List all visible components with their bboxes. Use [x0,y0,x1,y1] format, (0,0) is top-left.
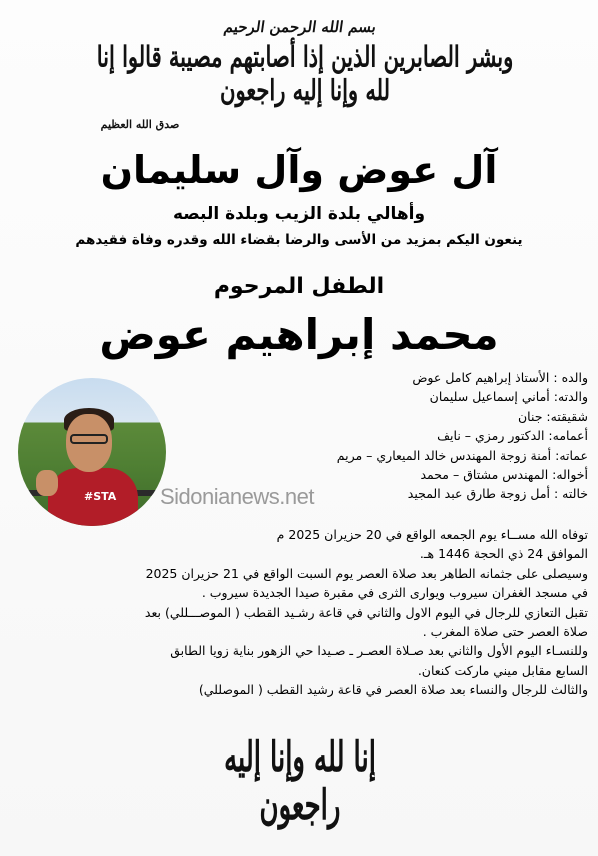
detail-line: الموافق 24 ذي الحجة 1446 هـ. [419,546,588,562]
relative-line-aunts: عماته: أمنة زوجة المهندس خالد الميعاري – مريم [336,447,588,463]
quran-verse-calligraphy: وبشر الصابرين الذين إذا أصابتهم مصيبة قالوا إنا لله وإنا إليه راجعون [96,39,514,107]
detail-line: السابع مقابل ميني ماركت كنعان. [417,662,588,678]
deceased-photo [18,378,166,526]
family-title: آل عوض وآل سليمان [100,148,498,192]
photo-glasses [70,434,108,444]
relative-line-maternal-aunt: خالته : أمل زوجة طارق عبد المجيد [407,486,588,502]
relative-line-mother: والدته: أماني إسماعيل سليمان [429,389,588,405]
basmala-calligraphy: بسم الله الرحمن الرحيم [222,18,378,36]
closing-calligraphy: إنا لله وإنا إليه راجعون [224,734,376,830]
detail-line: في مسجد الغفران سيروب ويوارى الثرى في مقبرة صيدا الجديدة سيروب . [201,585,588,601]
deceased-name: محمد إبراهيم عوض [99,310,499,359]
announcement-line: ينعون اليكم بمزيد من الأسى والرضا بقضاء الله وقدره وفاة فقيدهم [75,232,523,248]
detail-line: وللنسـاء اليوم الأول والثاني بعد صـلاة العصـر ـ صـيدا حي الزهور بناية زويا الطابق [170,643,588,659]
site-watermark: Sidonianews.net [160,484,314,509]
detail-line: توفاه الله مســاء يوم الجمعه الواقع في 20 حزيران 2025 م [276,527,588,542]
funeral-details [30,525,588,700]
detail-line: تقبل التعازي للرجال في اليوم الاول والثاني في قاعة رشـيد القطب ( الموصـــللي) بعد [144,604,588,620]
sadaqa-calligraphy: صدق الله العظيم [100,118,180,131]
detail-line: والثالث للرجال والنساء بعد صلاة العصر في قاعة رشيد القطب ( الموصللي) [198,682,588,698]
photo-hand-gesture [36,470,58,496]
relative-line-uncles: أعمامه: الدكتور رمزي – نايف [437,428,588,444]
relative-line-maternal-uncles: أخواله: المهندس مشتاق – محمد [420,467,588,483]
deceased-status: الطفل المرحوم [213,274,385,299]
detail-line: صلاة العصر حتى صلاة المغرب . [422,624,588,640]
photo-shirt-print: #STA [84,490,117,503]
detail-line: وسيصلى على جثمانه الطاهر بعد صلاة العصر يوم السبت الواقع في 21 حزيران 2025 [145,565,588,581]
villages-line: وأهالي بلدة الزيب وبلدة البصه [172,204,426,224]
relative-line-father: والده : الأستاذ إبراهيم كامل عوض [412,370,588,385]
relative-line-sister: شقيقته: جنان [517,408,588,424]
